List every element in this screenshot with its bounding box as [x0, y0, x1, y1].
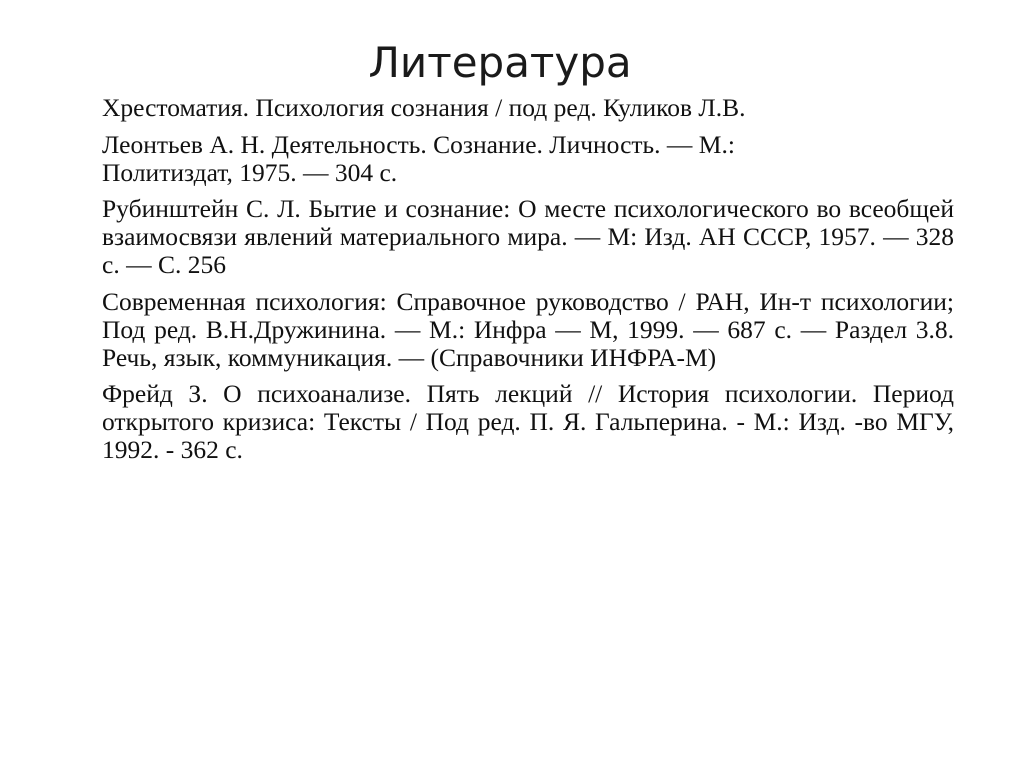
reference-item-3: Рубинштейн С. Л. Бытие и сознание: О месте психологического во всеобщей взаимосвязи явлений материального мира. — М: Изд. АН СССР, 1957. — 328 с. — С. 256	[102, 194, 954, 279]
reference-item-4: Современная психология: Справочное руководство / РАН, Ин-т психологии; Под ред. В.Н.Дружинина. — М.: Инфра — М, 1999. — 687 с. — Раздел 3.8. Речь, язык, коммуникация. — (Справочники ИНФРА-М)	[102, 286, 954, 372]
reference-item-1: Хрестоматия. Психология сознания / под ред. Куликов Л.В.	[102, 93, 746, 122]
reference-item-2: Леонтьев А. Н. Деятельность. Сознание. Личность. — М.: Политиздат, 1975. — 304 с.	[102, 129, 735, 187]
slide-title: Литература	[368, 38, 632, 87]
reference-item-5: Фрейд З. О психоанализе. Пять лекций // История психологии. Период открытого кризиса: Тексты / Под ред. П. Я. Гальперина. - М.: Изд. -во МГУ, 1992. - 362 с.	[102, 379, 954, 464]
reference-list	[102, 94, 954, 473]
